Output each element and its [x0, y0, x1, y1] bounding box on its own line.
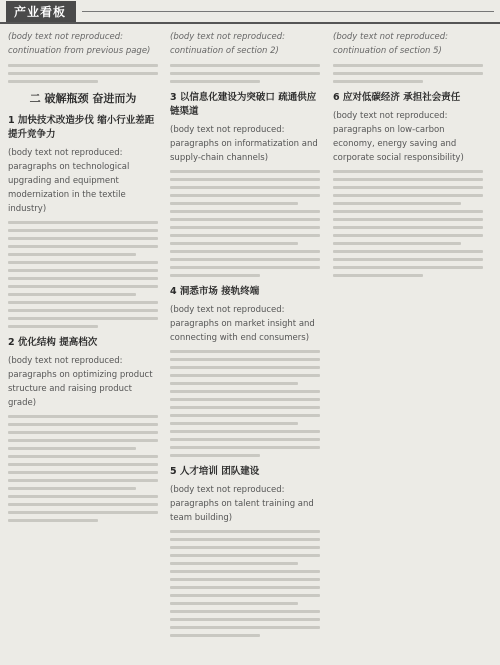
body-text-placeholder — [333, 170, 483, 277]
body-summary: (body text not reproduced: paragraphs on informatization and supply-chain channels) — [170, 125, 318, 163]
subsection-heading: 6 应对低碳经济 承担社会责任 — [333, 92, 461, 103]
body-text-placeholder — [170, 530, 320, 637]
body-text-placeholder — [8, 64, 158, 83]
subsection-heading: 3 以信息化建设为突破口 疏通供应链渠道 — [170, 92, 317, 117]
continuation-note: (body text not reproduced: continuation of section 5) — [333, 32, 449, 56]
body-text-placeholder — [170, 350, 320, 457]
section-heading: 二 破解瓶颈 奋进而为 — [29, 92, 137, 105]
subsection-heading: 2 优化结构 提高档次 — [8, 337, 98, 348]
body-summary: (body text not reproduced: paragraphs on low-carbon economy, energy saving and corporate social responsibility) — [333, 111, 464, 163]
body-text-placeholder — [333, 64, 483, 83]
body-summary: (body text not reproduced: paragraphs on technological upgrading and equipment modernization in the textile industry) — [8, 148, 130, 214]
subsection-heading: 4 洞悉市场 接轨终端 — [170, 286, 260, 297]
column-1 — [8, 30, 158, 658]
subsection-heading: 5 人才培训 团队建设 — [170, 466, 260, 477]
header-rule — [82, 11, 494, 12]
body-summary: (body text not reproduced: paragraphs on optimizing product structure and raising product grade) — [8, 356, 153, 408]
body-text-placeholder — [8, 221, 158, 328]
column-3 — [333, 30, 483, 658]
body-text-placeholder — [170, 64, 320, 83]
subsection-heading: 1 加快技术改造步伐 缩小行业差距 提升竞争力 — [8, 115, 155, 140]
body-text-placeholder — [8, 415, 158, 522]
page-header — [0, 0, 500, 24]
body-summary: (body text not reproduced: paragraphs on talent training and team building) — [170, 485, 314, 523]
continuation-note: (body text not reproduced: continuation from previous page) — [8, 32, 151, 56]
body-summary: (body text not reproduced: paragraphs on market insight and connecting with end consumers) — [170, 305, 315, 343]
column-2 — [170, 30, 320, 658]
section-label: 产业看板 — [6, 1, 76, 22]
body-text-placeholder — [170, 170, 320, 277]
continuation-note: (body text not reproduced: continuation of section 2) — [170, 32, 286, 56]
